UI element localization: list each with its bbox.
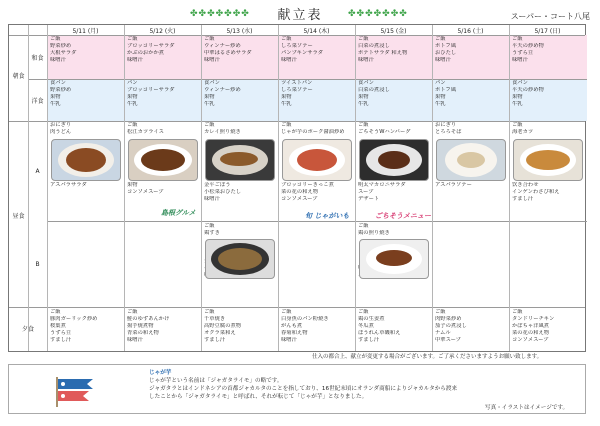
grid-line xyxy=(47,221,587,222)
menu-item: 中華はるさめサラダ xyxy=(204,50,252,56)
menu-item: 中華スープ xyxy=(435,337,461,343)
menu-item: 冬瓜煮 xyxy=(358,323,374,329)
grid-line xyxy=(355,25,356,351)
menu-item: コンソメスープ xyxy=(512,337,549,343)
lunch-a-label: A xyxy=(35,168,40,175)
menu-item: 果物 xyxy=(358,94,369,100)
menu-item: アスパラソテー xyxy=(435,182,472,188)
grid-line xyxy=(47,25,48,351)
menu-item: 桜葉煮 xyxy=(50,323,66,329)
callout-jagaimo: 旬 じゃがいも xyxy=(305,212,350,220)
menu-item: 食パン xyxy=(358,80,374,86)
menu-item: 白菜の煮浸し xyxy=(358,87,390,93)
menu-item: 小松菜おひたし xyxy=(204,189,242,195)
menu-item: 海老カツ xyxy=(512,129,534,135)
food-photo-hamburg xyxy=(359,139,429,181)
menu-item: 牛乳 xyxy=(204,101,215,107)
info-line: ジャガタラとはインドネシアの首都ジャカルタのことを指しており、16世紀末頃にオランダ商船によりジャカルタから渡来 xyxy=(149,386,458,392)
menu-item: 肉野菜炒め xyxy=(435,316,462,322)
menu-item: しろ菜ソテー xyxy=(281,87,313,93)
menu-item: 味噌汁 xyxy=(281,57,297,63)
menu-item: 鶏の照り焼き xyxy=(358,230,390,236)
menu-item: 食パン xyxy=(50,80,66,86)
menu-item: 松江カツライス xyxy=(127,129,164,135)
grid-line xyxy=(124,25,125,351)
breakfast-label: 朝食 xyxy=(12,73,25,80)
callout-gochisou: ごちそうメニュー xyxy=(375,212,431,220)
menu-item: ウィンナー炒め xyxy=(204,87,241,93)
menu-item: オクラ菜和え xyxy=(204,330,236,336)
date-header: 5/13 (水) xyxy=(226,28,253,35)
lunch-b-label: B xyxy=(35,261,40,268)
menu-item: ご飯 xyxy=(281,309,292,315)
menu-item: 食パン xyxy=(204,80,220,86)
menu-item: すまし汁 xyxy=(204,337,226,343)
menu-item: 青菜の和え物 xyxy=(127,330,159,336)
info-line: したことから「ジャガタライモ」と呼ばれ、それが転じて「じゃが芋」となりました。 xyxy=(149,394,368,400)
menu-item: 果物 xyxy=(50,94,61,100)
menu-item: ご飯 xyxy=(127,309,138,315)
menu-item: インゲンわさび和え xyxy=(512,189,560,195)
menu-item: ご飯 xyxy=(204,309,215,315)
menu-item: 味噌汁 xyxy=(204,57,220,63)
menu-item: ポテトサラダ 和え物 xyxy=(358,50,408,56)
menu-item: 金平ごぼう xyxy=(204,182,231,188)
menu-item: ご飯 xyxy=(50,309,61,315)
menu-item: ご飯 xyxy=(358,36,369,42)
menu-item: 果物 xyxy=(127,94,138,100)
menu-item: すまし汁 xyxy=(50,337,72,343)
menu-item: 牛乳 xyxy=(435,101,446,107)
menu-item: 平天の炒め物 xyxy=(512,87,544,93)
menu-item: ご飯 xyxy=(281,36,292,42)
dinner-label: 夕食 xyxy=(21,326,34,333)
page-title: 献立表 xyxy=(277,8,323,23)
wa-label: 和食 xyxy=(31,55,44,62)
menu-item: 牛乳 xyxy=(512,101,523,107)
grid-line xyxy=(509,25,510,351)
menu-item: 野菜炒め xyxy=(50,87,72,93)
menu-item: スープ xyxy=(358,189,374,195)
clover-decoration-right: ✤✤✤✤✤✤✤ xyxy=(348,9,408,19)
menu-item: ご飯 xyxy=(435,309,446,315)
menu-item: ご飯 xyxy=(358,122,369,128)
date-header: 5/15 (金) xyxy=(380,28,407,35)
grid-line xyxy=(28,25,29,351)
menu-item: 揚芋焼煮物 xyxy=(127,323,154,329)
menu-item: ポトフ風 xyxy=(435,87,457,93)
menu-item: 千草焼き xyxy=(204,316,226,322)
menu-item: 果物 xyxy=(435,94,446,100)
menu-item: 果物 xyxy=(204,94,215,100)
menu-item: 豚肉ガーリック炒め xyxy=(50,316,98,322)
food-photo-tororo-soba xyxy=(436,139,506,181)
notice-text: 仕入の都合上、献立が変更する場合がございます。ご了承くださいますようお願い致します。 xyxy=(312,354,543,360)
menu-item: 大根サラダ xyxy=(50,50,77,56)
menu-item: かぶのおかか煮 xyxy=(127,50,165,56)
menu-item: ウィンナー炒め xyxy=(204,43,241,49)
menu-item: がんも煮 xyxy=(281,323,303,329)
clover-decoration-left: ✤✤✤✤✤✤✤ xyxy=(190,9,250,19)
lunch-label: 昼食 xyxy=(12,213,25,220)
menu-item: ご飯 xyxy=(127,36,138,42)
menu-item: 高野豆腐の煮物 xyxy=(204,323,242,329)
date-header: 5/16 (土) xyxy=(457,28,484,35)
menu-item: パン xyxy=(127,80,138,86)
menu-item: 牛乳 xyxy=(50,101,61,107)
store-name: スーパー・コート八尾 xyxy=(510,12,590,21)
menu-item: 味噌汁 xyxy=(281,337,297,343)
menu-item: 果物 xyxy=(281,94,292,100)
menu-item: とろろそば xyxy=(435,129,462,135)
menu-item: ご飯 xyxy=(281,122,292,128)
menu-item: 菜の花の和え物 xyxy=(512,330,550,336)
grid-line xyxy=(201,25,202,351)
menu-item: ご飯 xyxy=(358,309,369,315)
menu-item: タンドリーチキン xyxy=(512,316,555,322)
date-header: 5/17 (日) xyxy=(534,28,561,35)
menu-item: 肉うどん xyxy=(50,129,72,135)
menu-item: パンプキンサラダ xyxy=(281,50,324,56)
menu-item: デザート xyxy=(358,196,380,202)
food-photo-torisuki xyxy=(205,239,275,279)
menu-item: 白身魚のパン粉焼き xyxy=(281,316,329,322)
menu-item: ご飯 xyxy=(358,223,369,229)
info-line: じゃが芋という名前は「ジャガタライモ」の略です。 xyxy=(149,378,283,384)
yo-label: 洋食 xyxy=(31,98,44,105)
menu-item: コンソメスープ xyxy=(127,189,164,195)
menu-item: 鶏すき xyxy=(204,230,220,236)
menu-item: 茄子の煮浸し xyxy=(435,323,467,329)
menu-item: 果物 xyxy=(127,182,138,188)
menu-item: ナムル xyxy=(435,330,451,336)
menu-item: ご飯 xyxy=(204,36,215,42)
menu-item: ご飯 xyxy=(50,36,61,42)
menu-item: コンソメスープ xyxy=(281,196,318,202)
menu-item: ご飯 xyxy=(512,36,523,42)
menu-item: ブロッコリーサラダ xyxy=(127,43,175,49)
menu-item: 味噌汁 xyxy=(127,57,143,63)
date-header: 5/14 (木) xyxy=(303,28,330,35)
menu-item: 果物 xyxy=(512,94,523,100)
menu-item: ほうれん草磯和え xyxy=(358,330,401,336)
menu-item: じゃが芋のポーク醤油炒め xyxy=(281,129,345,135)
image-caption: 写真・イラストはイメージです。 xyxy=(485,405,569,411)
menu-item: アスパラサラダ xyxy=(50,182,87,188)
menu-item: ポトフ風 xyxy=(435,43,457,49)
menu-item: おにぎり xyxy=(50,122,72,128)
menu-item: おひたし xyxy=(435,50,457,56)
menu-item: しろ菜ソテー xyxy=(281,43,313,49)
menu-item: ブロッコリーきっこ煮 xyxy=(281,182,334,188)
menu-item: 味噌汁 xyxy=(435,57,451,63)
menu-item: 牛乳 xyxy=(281,101,292,107)
menu-item: パン xyxy=(435,80,446,86)
menu-item: ごちそうWハンバーグ xyxy=(358,129,411,135)
menu-item: ご飯 xyxy=(512,309,523,315)
callout-shimane: 島根グルメ xyxy=(161,209,196,217)
menu-item: ご飯 xyxy=(204,223,215,229)
menu-item: 食パン xyxy=(512,80,528,86)
grid-line xyxy=(9,307,585,308)
menu-item: 鮭のゆずあんかけ xyxy=(127,316,170,322)
menu-item: 春菊和え物 xyxy=(281,330,308,336)
menu-item: ブロッコリーサラダ xyxy=(127,87,175,93)
grid-line xyxy=(278,25,279,351)
menu-item: ご飯 xyxy=(127,122,138,128)
menu-item: 味噌汁 xyxy=(50,57,66,63)
food-photo-udon xyxy=(51,139,121,181)
menu-item: 野菜炒め xyxy=(50,43,72,49)
menu-item: ツイストパン xyxy=(281,80,313,86)
menu-item: 牛乳 xyxy=(358,101,369,107)
food-photo-katsu-rice xyxy=(128,139,198,181)
food-photo-ebi-katsu xyxy=(513,139,583,181)
menu-item: 平天の炒め物 xyxy=(512,43,544,49)
menu-item: 味噌汁 xyxy=(204,196,220,202)
menu-item: ご飯 xyxy=(512,122,523,128)
menu-item: 白菜の煮浸し xyxy=(358,43,390,49)
food-photo-pork-potato xyxy=(282,139,352,181)
menu-item: 明太マカロニサラダ xyxy=(358,182,406,188)
menu-item: 牛乳 xyxy=(127,101,138,107)
menu-item: 味噌汁 xyxy=(127,337,143,343)
menu-item: 饮き合わせ xyxy=(512,182,539,188)
date-header: 5/12 (火) xyxy=(149,28,176,35)
info-heading: じゃが芋 xyxy=(149,370,172,376)
info-box xyxy=(8,364,586,414)
grid-line xyxy=(432,25,433,351)
menu-item: ご飯 xyxy=(204,122,215,128)
menu-table xyxy=(8,24,586,352)
menu-item: 味噌汁 xyxy=(512,57,528,63)
menu-item: 菜の花の和え物 xyxy=(281,189,319,195)
menu-item: うずら豆 xyxy=(50,330,72,336)
menu-item: 鶏の生姜煮 xyxy=(358,316,385,322)
menu-item: 味噌汁 xyxy=(358,57,374,63)
menu-item: ご飯 xyxy=(435,36,446,42)
menu-item: うずら豆 xyxy=(512,50,534,56)
menu-item: かぼちゃ洋風煮 xyxy=(512,323,550,329)
menu-item: すまし汁 xyxy=(358,337,380,343)
food-photo-teriyaki-chicken xyxy=(359,239,429,279)
date-header: 5/11 (月) xyxy=(72,28,99,35)
food-photo-karei xyxy=(205,139,275,181)
menu-item: すまし汁 xyxy=(512,196,534,202)
menu-item: カレイ照り焼き xyxy=(204,129,241,135)
koinobori-illustration xyxy=(53,375,123,407)
menu-item: おにぎり xyxy=(435,122,457,128)
